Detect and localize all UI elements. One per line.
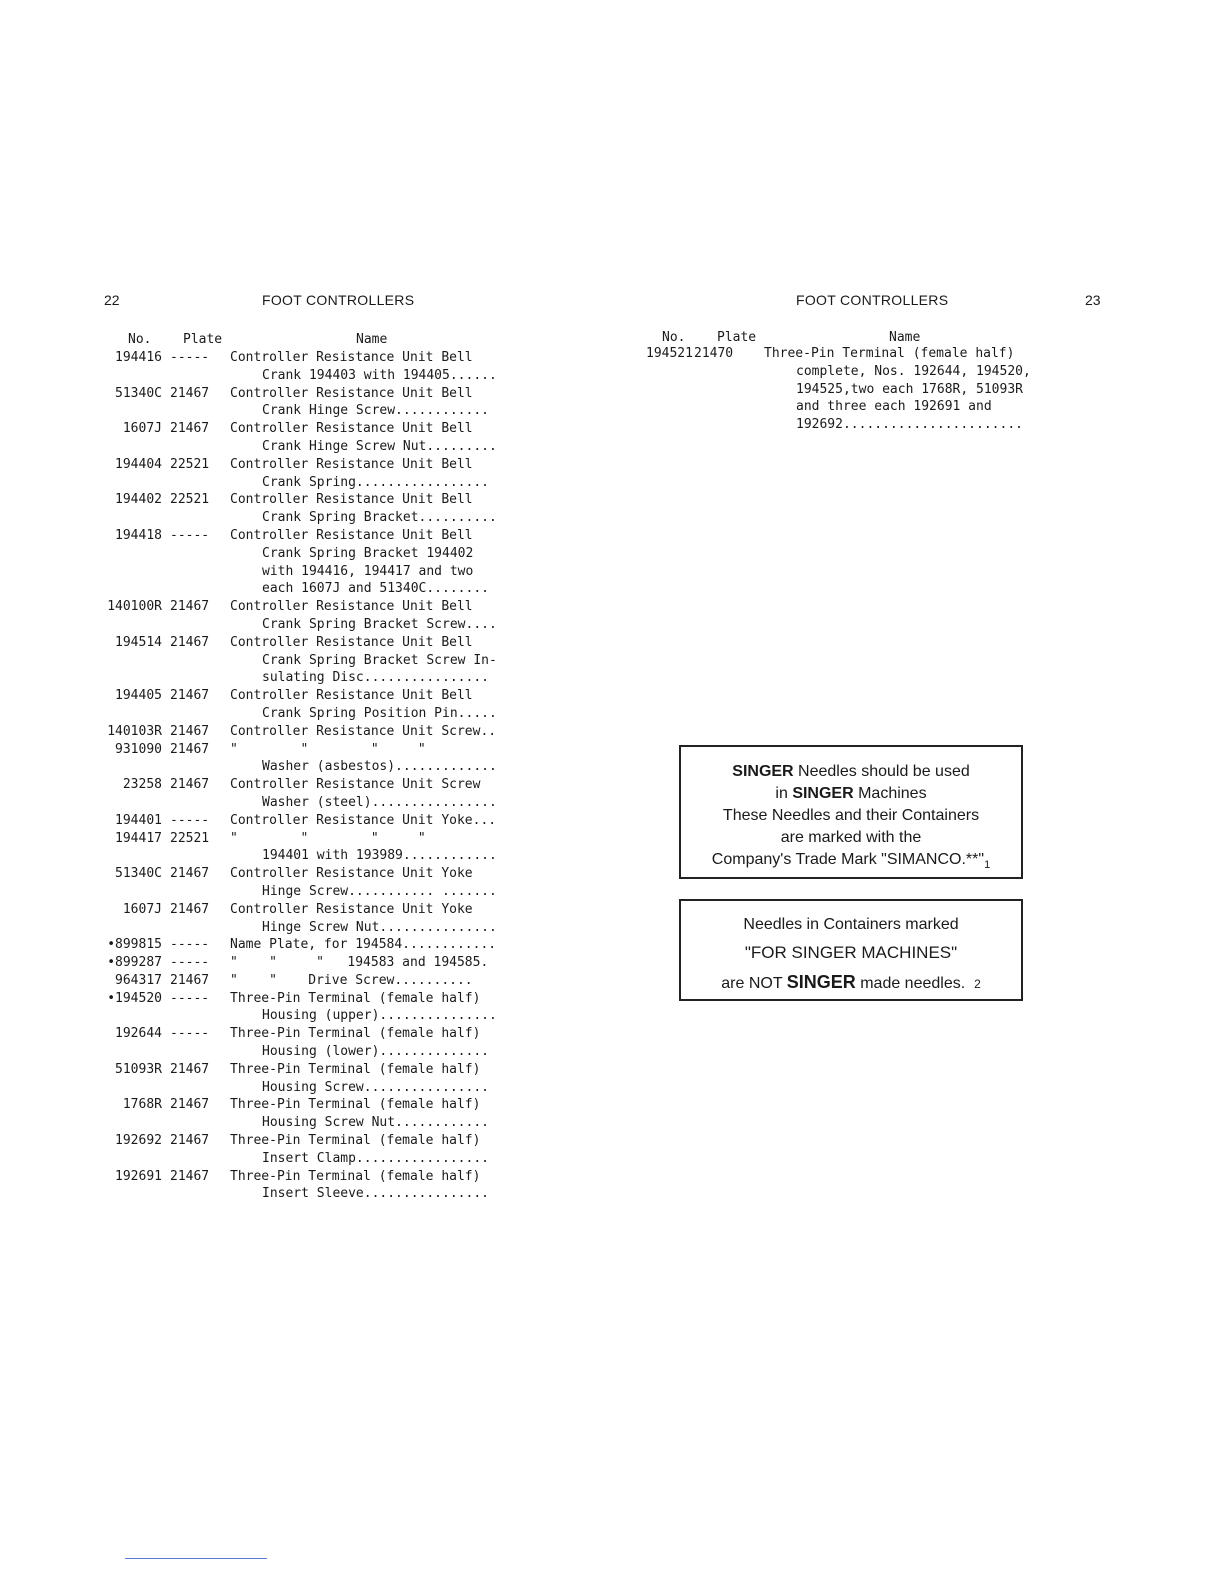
- page-title-left: FOOT CONTROLLERS: [262, 292, 415, 308]
- part-name-line: Crank Spring Bracket Screw In-: [262, 652, 497, 668]
- part-number: 194401: [115, 812, 162, 828]
- part-number: 194416: [115, 350, 162, 365]
- part-number: 51340C: [115, 866, 162, 882]
- parts-row: [100, 1168, 530, 1204]
- parts-row: [100, 491, 530, 527]
- notice-line-5: Company's Trade Mark "$SIMANCO.**"_1$: [711, 851, 991, 872]
- plate-number: 21467: [170, 741, 210, 757]
- part-name-line: Name Plate, for 194584............: [230, 937, 497, 953]
- part-name: [230, 1096, 530, 1132]
- plate-number: -----: [170, 955, 210, 971]
- plate-number: 21467: [170, 901, 210, 917]
- part-name-line: Three-Pin Terminal (female half): [230, 1061, 481, 1077]
- plate-number: 22521: [170, 830, 210, 846]
- part-name: [230, 990, 530, 1026]
- parts-row: [100, 456, 530, 492]
- parts-row: [100, 1132, 530, 1168]
- part-number: 1607J: [122, 901, 162, 917]
- part-name-line: Housing (lower)..............: [262, 1044, 489, 1060]
- singer-needles-notice: [679, 745, 1023, 879]
- parts-row: [100, 1025, 530, 1061]
- part-name: [230, 420, 530, 456]
- part-name-line: Three-Pin Terminal (female half): [230, 1097, 481, 1113]
- parts-row: [100, 1096, 530, 1132]
- part-name: [230, 385, 530, 421]
- part-number: 194417: [115, 830, 162, 846]
- part-name-line: and three each 192691 and: [796, 399, 992, 415]
- page-number-left: 22: [104, 292, 120, 308]
- part-name-line: 194525,two each 1768R, 51093R: [796, 381, 1023, 397]
- part-name-line: Controller Resistance Unit Yoke: [230, 866, 473, 882]
- part-name-line: Controller Resistance Unit Bell: [230, 492, 473, 508]
- part-number: 51093R: [115, 1061, 162, 1077]
- part-number: 140100R: [107, 599, 162, 615]
- part-name-line: each 1607J and 51340C........: [262, 581, 489, 597]
- part-name-line: complete, Nos. 192644, 194520,: [796, 363, 1031, 379]
- part-name-line: Three-Pin Terminal (female half): [230, 990, 481, 1006]
- part-name-line: Three-Pin Terminal (female half): [764, 346, 1015, 361]
- part-name-line: Crank Spring Bracket..........: [262, 510, 497, 526]
- column-header-plate-right: Plate: [717, 330, 757, 345]
- plate-number: 21467: [170, 972, 210, 988]
- parts-row: [100, 776, 530, 812]
- part-number: 194418: [115, 527, 162, 543]
- plate-number: 21467: [170, 634, 210, 650]
- plate-number: 21467: [170, 1061, 210, 1077]
- part-number: 192692: [115, 1133, 162, 1149]
- part-number: 194514: [115, 634, 162, 650]
- column-header-plate: Plate: [183, 332, 223, 347]
- counterfeit-needles-notice: [679, 899, 1023, 1001]
- part-name-line: Three-Pin Terminal (female half): [230, 1026, 481, 1042]
- part-name-line: Crank 194403 with 194405......: [262, 367, 497, 383]
- plate-number: 21467: [170, 723, 210, 739]
- part-name-line: Controller Resistance Unit Bell: [230, 421, 473, 437]
- part-name-line: Controller Resistance Unit Bell: [230, 350, 473, 365]
- part-name: [764, 345, 1066, 434]
- part-name: [230, 349, 530, 385]
- plate-number: 21467: [170, 1133, 210, 1149]
- footnote-2: 2: [974, 977, 981, 991]
- part-number: 194404: [115, 456, 162, 472]
- plate-number: 21467: [170, 1168, 210, 1184]
- part-name: [230, 954, 530, 972]
- part-name-line: Crank Spring Bracket 194402: [262, 545, 474, 561]
- parts-row: [646, 345, 1066, 434]
- notice-line-4: are marked with the: [780, 829, 922, 846]
- part-name-line: Controller Resistance Unit Bell: [230, 456, 473, 472]
- part-name-line: Insert Sleeve................: [262, 1186, 489, 1202]
- part-number: •899287: [107, 955, 162, 971]
- plate-number: 21467: [170, 866, 210, 882]
- parts-row: [100, 385, 530, 421]
- part-name-line: Housing Screw Nut............: [262, 1115, 489, 1131]
- bottom-rule: [125, 1558, 267, 1559]
- column-header-name-right: Name: [889, 330, 921, 345]
- parts-list-left: [100, 349, 530, 1203]
- part-name-line: Housing Screw................: [262, 1079, 489, 1095]
- plate-number: -----: [170, 350, 210, 365]
- part-name: [230, 634, 530, 687]
- part-name: [230, 901, 530, 937]
- plate-number: 21467: [170, 777, 210, 793]
- part-name-line: Three-Pin Terminal (female half): [230, 1168, 481, 1184]
- part-number: 1768R: [122, 1097, 162, 1113]
- part-name: [230, 456, 530, 492]
- part-name-line: Hinge Screw........... .......: [262, 883, 497, 899]
- plate-number: -----: [170, 937, 210, 953]
- notice-line-3: These Needles and their Containers: [722, 807, 980, 824]
- part-name-line: Controller Resistance Unit Yoke: [230, 901, 473, 917]
- part-name: [230, 491, 530, 527]
- part-name-line: Housing (upper)...............: [262, 1008, 497, 1024]
- part-name: [230, 741, 530, 777]
- page-title-right: FOOT CONTROLLERS: [796, 292, 949, 308]
- parts-row: [100, 723, 530, 741]
- part-number: 931090: [115, 741, 162, 757]
- parts-row: [100, 1061, 530, 1097]
- part-name: [230, 936, 530, 954]
- column-header-no: No.: [128, 332, 152, 347]
- part-name-line: Washer (asbestos).............: [262, 759, 497, 775]
- part-number: 194405: [115, 688, 162, 704]
- part-name: [230, 1132, 530, 1168]
- parts-list-right: [646, 345, 1066, 434]
- part-name-line: " " " ": [230, 830, 426, 846]
- notice-line-2: in SINGER Machines: [775, 785, 927, 802]
- parts-row: [100, 936, 530, 954]
- plate-number: 21470: [694, 346, 734, 361]
- part-name-line: Insert Clamp.................: [262, 1150, 489, 1166]
- part-number: 140103R: [107, 723, 162, 739]
- part-name-line: Washer (steel)................: [262, 794, 497, 810]
- part-name: [230, 865, 530, 901]
- part-name-line: Controller Resistance Unit Screw..: [230, 723, 497, 739]
- parts-row: [100, 598, 530, 634]
- part-name-line: 192692.......................: [796, 417, 1023, 433]
- plate-number: 22521: [170, 492, 210, 508]
- part-name-line: Three-Pin Terminal (female half): [230, 1133, 481, 1149]
- parts-row: [100, 634, 530, 687]
- parts-row: [100, 527, 530, 598]
- part-number: 192644: [115, 1026, 162, 1042]
- parts-row: [100, 990, 530, 1026]
- part-name-line: Controller Resistance Unit Bell: [230, 688, 473, 704]
- footnote-1: 1: [984, 859, 991, 872]
- plate-number: -----: [170, 990, 210, 1006]
- plate-number: 21467: [170, 688, 210, 704]
- plate-number: 21467: [170, 385, 210, 401]
- part-name-line: Crank Spring Bracket Screw....: [262, 616, 497, 632]
- parts-row: [100, 420, 530, 456]
- part-name: [230, 776, 530, 812]
- part-name-line: Controller Resistance Unit Bell: [230, 527, 473, 543]
- parts-row: [100, 972, 530, 990]
- column-header-no-right: No.: [662, 330, 686, 345]
- parts-row: [100, 954, 530, 972]
- plate-number: 21467: [170, 1097, 210, 1113]
- part-name-line: 194401 with 193989............: [262, 848, 497, 864]
- part-name: [230, 830, 530, 866]
- plate-number: -----: [170, 527, 210, 543]
- part-name-line: Controller Resistance Unit Yoke...: [230, 812, 497, 828]
- notice2-line-2: "FOR SINGER MACHINES": [744, 943, 958, 962]
- part-name-line: Hinge Screw Nut...............: [262, 919, 497, 935]
- part-name: [230, 687, 530, 723]
- part-name-line: " " " ": [230, 741, 426, 757]
- notice2-line-1: Needles in Containers marked: [743, 916, 959, 933]
- plate-number: 21467: [170, 599, 210, 615]
- part-name-line: Controller Resistance Unit Bell: [230, 599, 473, 615]
- parts-row: [100, 687, 530, 723]
- part-number: 1607J: [122, 421, 162, 437]
- notice-line-1: SINGER Needles should be used: [732, 763, 970, 780]
- part-name-line: Crank Hinge Screw............: [262, 403, 489, 419]
- part-name-line: Controller Resistance Unit Bell: [230, 385, 473, 401]
- part-name: [230, 972, 530, 990]
- notice2-line-3: are NOT SINGER made needles. 2: [721, 972, 981, 992]
- parts-row: [100, 741, 530, 777]
- plate-number: -----: [170, 812, 210, 828]
- part-name-line: Crank Hinge Screw Nut.........: [262, 438, 497, 454]
- part-name: [230, 812, 530, 830]
- part-number: 23258: [122, 777, 162, 793]
- part-name-line: " " Drive Screw..........: [230, 972, 473, 988]
- part-name-line: Controller Resistance Unit Screw: [230, 777, 481, 793]
- part-name-line: " " " 194583 and 194585.: [230, 955, 489, 971]
- part-name: [230, 1025, 530, 1061]
- part-number: 194402: [115, 492, 162, 508]
- part-number: 194521: [646, 346, 693, 361]
- part-name: [230, 598, 530, 634]
- page-number-right: 23: [1085, 292, 1101, 308]
- part-name: [230, 1061, 530, 1097]
- parts-row: [100, 349, 530, 385]
- plate-number: -----: [170, 1026, 210, 1042]
- part-number: •899815: [107, 937, 162, 953]
- part-number: 192691: [115, 1168, 162, 1184]
- part-name-line: Controller Resistance Unit Bell: [230, 634, 473, 650]
- part-name: [230, 527, 530, 598]
- part-name-line: Crank Spring Position Pin.....: [262, 705, 497, 721]
- part-number: 51340C: [115, 385, 162, 401]
- part-name-line: Crank Spring.................: [262, 474, 489, 490]
- part-name: [230, 1168, 530, 1204]
- part-number: •194520: [107, 990, 162, 1006]
- part-name: [230, 723, 530, 741]
- parts-row: [100, 830, 530, 866]
- plate-number: 21467: [170, 421, 210, 437]
- parts-row: [100, 865, 530, 901]
- part-name-line: sulating Disc................: [262, 670, 489, 686]
- plate-number: 22521: [170, 456, 210, 472]
- part-number: 964317: [115, 972, 162, 988]
- parts-row: [100, 812, 530, 830]
- column-header-name: Name: [356, 332, 388, 347]
- parts-row: [100, 901, 530, 937]
- part-name-line: with 194416, 194417 and two: [262, 563, 474, 579]
